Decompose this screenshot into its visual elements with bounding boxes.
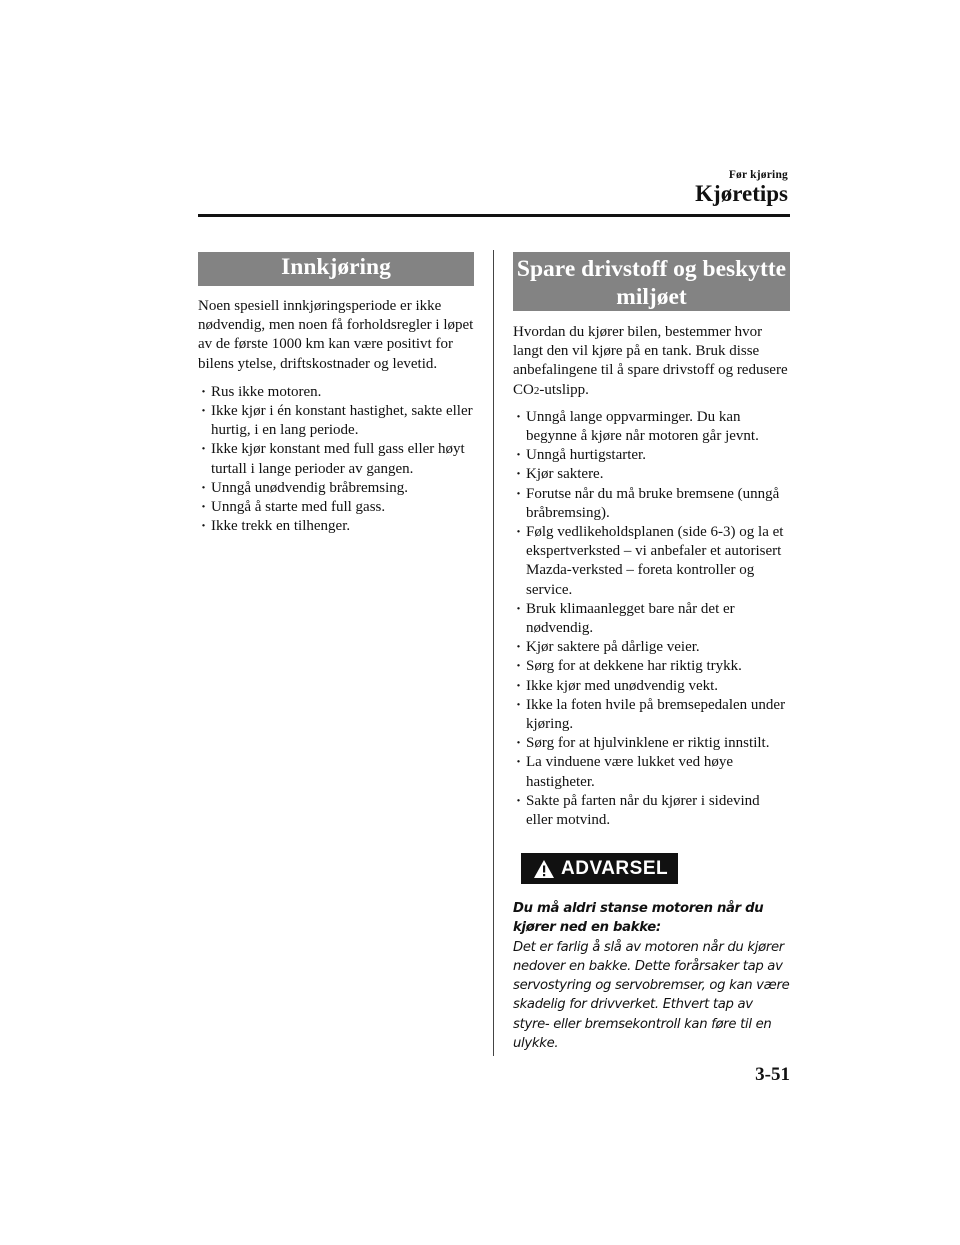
list-item (198, 440, 474, 478)
warning-badge (521, 853, 678, 884)
list-item-text: La vinduene være lukket ved høye hastigheter. (526, 754, 734, 790)
list-item (513, 677, 790, 696)
list-item (513, 465, 790, 484)
right-tip-list (513, 408, 790, 830)
list-item (513, 446, 790, 465)
list-item (198, 517, 474, 536)
list-item (198, 479, 474, 498)
list-item-text: Unngå å starte med full gass. (211, 499, 386, 516)
list-item-text: Unngå unødvendig bråbremsing. (211, 479, 409, 496)
list-item (513, 753, 790, 791)
bullet-dot: · (516, 735, 522, 752)
bullet-dot: · (516, 792, 522, 809)
right-section-heading (513, 252, 790, 311)
list-item-text: Ikke la foten hvile på bremsepedalen under kjøring. (526, 696, 786, 733)
list-item-text: Kjør saktere. (526, 466, 604, 483)
bullet-dot: · (516, 447, 522, 464)
left-column (198, 252, 474, 536)
list-item (513, 523, 790, 600)
column-divider (493, 250, 494, 1056)
header-rule (198, 214, 790, 217)
list-item-text: Kjør saktere på dårlige veier. (526, 639, 700, 656)
left-heading-text: Innkjøring (281, 254, 391, 280)
bullet-dot: · (516, 466, 522, 483)
list-item (513, 657, 790, 676)
list-item (513, 485, 790, 523)
right-intro (513, 323, 790, 401)
section-header: Før kjøring (728, 169, 788, 181)
bullet-dot: · (201, 499, 207, 516)
list-item (513, 408, 790, 446)
list-item-text: Ikke trekk en tilhenger. (211, 518, 351, 535)
list-item-text: Ikke kjør med unødvendig vekt. (526, 677, 719, 694)
right-heading-line1: Spare drivstoff og beskytte (516, 256, 787, 282)
left-section-heading (198, 252, 474, 286)
list-item-text: Forutse når du må bruke bremsene (unngå bråbremsing). (526, 485, 780, 521)
bullet-dot: · (201, 441, 207, 458)
list-item-text: Ikke kjør konstant med full gass eller høyt turtall i lange perioder av gangen. (211, 441, 465, 477)
list-item-text: Rus ikke motoren. (211, 383, 322, 400)
page-number: 3-51 (755, 1064, 790, 1085)
co2-subscript: 2 (533, 384, 540, 397)
right-heading-line2: miljøet (616, 284, 687, 310)
list-item (513, 696, 790, 734)
bullet-dot: · (516, 696, 522, 713)
bullet-dot: · (516, 754, 522, 771)
list-item-text: Unngå lange oppvarminger. Du kan begynne å kjøre når motoren går jevnt. (526, 408, 759, 445)
left-intro: Noen spesiell innkjøringsperiode er ikke nødvendig, men noen få forholdsregler i løpet av de første 1000 km kan være positivt for bilens ytelse, driftskostnader og levetid. (198, 298, 474, 372)
list-item-text: Sørg for at dekkene har riktig trykk. (526, 658, 742, 675)
right-column (513, 252, 790, 1053)
left-tip-list (198, 383, 474, 537)
page-title: Kjøretips (695, 181, 788, 206)
list-item (513, 792, 790, 830)
bullet-dot: · (516, 600, 522, 617)
bullet-dot: · (516, 658, 522, 675)
bullet-dot: · (201, 383, 207, 400)
bullet-dot: · (201, 403, 207, 420)
bullet-dot: · (516, 408, 522, 425)
warning-badge-row (521, 853, 790, 884)
list-item (198, 498, 474, 517)
list-item-text: Ikke kjør i én konstant hastighet, sakte eller hurtig, i en lang periode. (211, 403, 473, 439)
bullet-dot: · (201, 479, 207, 496)
right-intro-suffix: -utslipp. (539, 381, 589, 398)
list-item-text: Sørg for at hjulvinklene er riktig innstilt. (526, 735, 770, 752)
list-item-text: Følg vedlikeholdsplanen (side 6-3) og la et ekspertverksted – vi anbefaler et autorisert Mazda-verksted – foreta kontroller og service. (526, 524, 784, 598)
list-item (198, 402, 474, 440)
warning-label: ADVARSEL (561, 857, 669, 879)
list-item (513, 600, 790, 638)
right-intro-text: Hvordan du kjører bilen, bestemmer hvor langt den vil kjøre på en tank. Bruk disse anbefalingene til å spare drivstoff og redusere CO (513, 324, 788, 398)
list-item-text: Bruk klimaanlegget bare når det er nødvendig. (526, 600, 735, 637)
list-item-text: Sakte på farten når du kjører i sidevind eller motvind. (526, 792, 760, 829)
bullet-dot: · (516, 524, 522, 541)
warning-text: Det er farlig å slå av motoren når du kjører nedover en bakke. Dette forårsaker tap av servostyring og servobremser, og kan være skadelig for drivverket. Ethvert tap av styre- eller bremsekontroll kan føre til en ulykke. (513, 939, 790, 1051)
warning-title: Du må aldri stanse motoren når du kjører ned en bakke: (513, 901, 764, 936)
bullet-dot: · (201, 518, 207, 535)
bullet-dot: · (516, 677, 522, 694)
warning-triangle-icon (533, 859, 555, 879)
bullet-dot: · (516, 485, 522, 502)
list-item (198, 383, 474, 402)
list-item (513, 734, 790, 753)
bullet-dot: · (516, 639, 522, 656)
list-item (513, 638, 790, 657)
list-item-text: Unngå hurtigstarter. (526, 447, 646, 464)
